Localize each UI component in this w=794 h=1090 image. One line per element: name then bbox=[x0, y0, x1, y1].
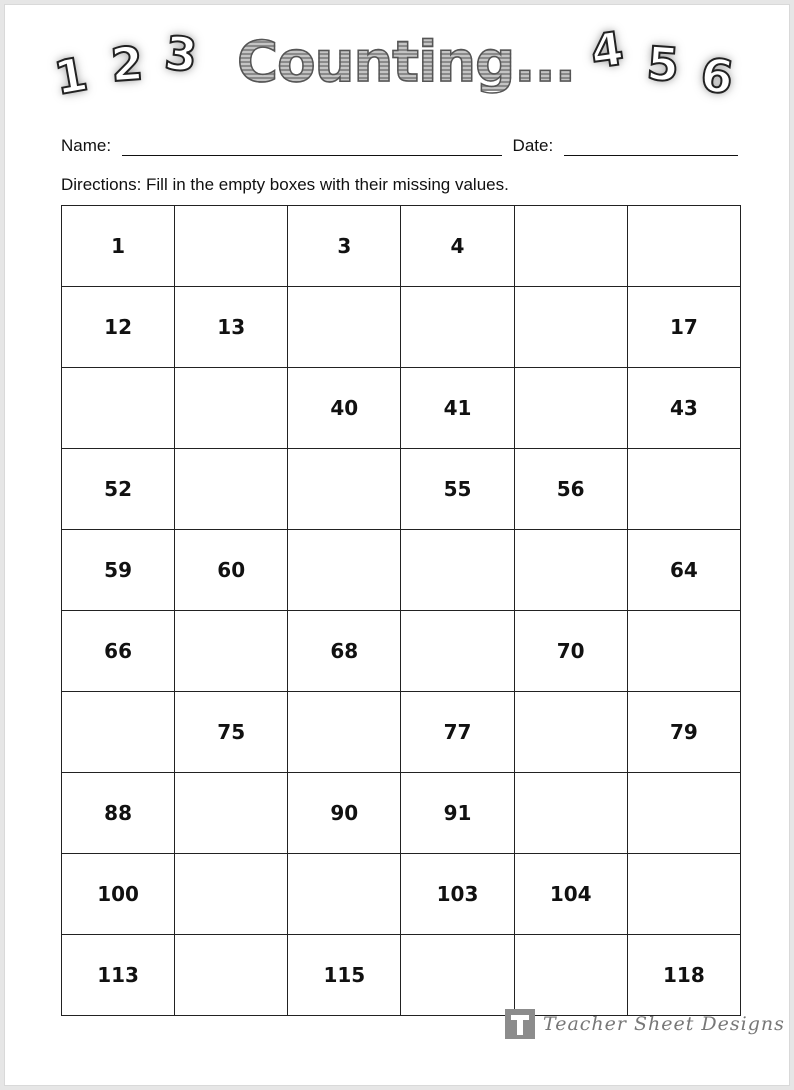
empty-cell[interactable] bbox=[175, 368, 288, 449]
empty-cell[interactable] bbox=[514, 692, 627, 773]
empty-cell[interactable] bbox=[401, 530, 514, 611]
directions-text: Directions: Fill in the empty boxes with their missing values. bbox=[61, 175, 509, 194]
grid-row bbox=[62, 935, 741, 1016]
empty-cell[interactable] bbox=[627, 449, 740, 530]
empty-cell[interactable] bbox=[288, 692, 401, 773]
number-cell: 43 bbox=[627, 368, 740, 449]
empty-cell[interactable] bbox=[288, 530, 401, 611]
number-cell: 41 bbox=[401, 368, 514, 449]
name-field[interactable] bbox=[122, 135, 502, 156]
empty-cell[interactable] bbox=[288, 287, 401, 368]
number-cell: 13 bbox=[175, 287, 288, 368]
decorative-digit-4: 4 bbox=[587, 21, 627, 79]
empty-cell[interactable] bbox=[514, 773, 627, 854]
name-label: Name: bbox=[61, 136, 112, 155]
number-cell: 59 bbox=[62, 530, 175, 611]
watermark bbox=[505, 1009, 785, 1039]
number-cell: 60 bbox=[175, 530, 288, 611]
number-cell: 103 bbox=[401, 854, 514, 935]
number-cell: 4 bbox=[401, 206, 514, 287]
number-cell: 17 bbox=[627, 287, 740, 368]
grid-row bbox=[62, 854, 741, 935]
number-cell: 68 bbox=[288, 611, 401, 692]
grid-row bbox=[62, 611, 741, 692]
number-cell: 64 bbox=[627, 530, 740, 611]
worksheet-page bbox=[4, 4, 790, 1086]
empty-cell[interactable] bbox=[627, 206, 740, 287]
empty-cell[interactable] bbox=[175, 935, 288, 1016]
decorative-digit-3: 3 bbox=[162, 25, 200, 83]
number-cell: 70 bbox=[514, 611, 627, 692]
decorative-digit-5: 5 bbox=[645, 35, 681, 93]
empty-cell[interactable] bbox=[62, 368, 175, 449]
number-cell: 55 bbox=[401, 449, 514, 530]
empty-cell[interactable] bbox=[175, 206, 288, 287]
date-field[interactable] bbox=[564, 135, 738, 156]
empty-cell[interactable] bbox=[175, 773, 288, 854]
decorative-digit-1: 1 bbox=[50, 46, 92, 106]
grid-row bbox=[62, 692, 741, 773]
grid-row bbox=[62, 773, 741, 854]
decorative-digit-6: 6 bbox=[697, 47, 737, 105]
number-cell: 104 bbox=[514, 854, 627, 935]
page-title: Counting... bbox=[237, 30, 576, 95]
empty-cell[interactable] bbox=[514, 935, 627, 1016]
grid-row bbox=[62, 368, 741, 449]
number-cell: 52 bbox=[62, 449, 175, 530]
number-cell: 77 bbox=[401, 692, 514, 773]
empty-cell[interactable] bbox=[514, 287, 627, 368]
number-cell: 66 bbox=[62, 611, 175, 692]
watermark-text: Teacher Sheet Designs bbox=[543, 1013, 785, 1035]
empty-cell[interactable] bbox=[627, 611, 740, 692]
empty-cell[interactable] bbox=[288, 854, 401, 935]
number-cell: 1 bbox=[62, 206, 175, 287]
empty-cell[interactable] bbox=[627, 854, 740, 935]
decorative-digit-2: 2 bbox=[109, 35, 145, 93]
name-date-row bbox=[61, 135, 741, 156]
empty-cell[interactable] bbox=[514, 368, 627, 449]
empty-cell[interactable] bbox=[175, 611, 288, 692]
number-cell: 12 bbox=[62, 287, 175, 368]
grid-row bbox=[62, 206, 741, 287]
grid-row bbox=[62, 287, 741, 368]
number-cell: 79 bbox=[627, 692, 740, 773]
number-cell: 40 bbox=[288, 368, 401, 449]
number-cell: 56 bbox=[514, 449, 627, 530]
empty-cell[interactable] bbox=[401, 287, 514, 368]
number-cell: 90 bbox=[288, 773, 401, 854]
number-cell: 75 bbox=[175, 692, 288, 773]
empty-cell[interactable] bbox=[514, 206, 627, 287]
counting-grid bbox=[61, 205, 741, 1016]
grid-row bbox=[62, 449, 741, 530]
empty-cell[interactable] bbox=[175, 854, 288, 935]
number-cell: 88 bbox=[62, 773, 175, 854]
number-cell: 115 bbox=[288, 935, 401, 1016]
empty-cell[interactable] bbox=[175, 449, 288, 530]
number-cell: 118 bbox=[627, 935, 740, 1016]
empty-cell[interactable] bbox=[288, 449, 401, 530]
empty-cell[interactable] bbox=[401, 935, 514, 1016]
number-cell: 91 bbox=[401, 773, 514, 854]
number-cell: 113 bbox=[62, 935, 175, 1016]
number-cell: 100 bbox=[62, 854, 175, 935]
grid-row bbox=[62, 530, 741, 611]
t-logo-icon bbox=[505, 1009, 535, 1039]
empty-cell[interactable] bbox=[627, 773, 740, 854]
empty-cell[interactable] bbox=[62, 692, 175, 773]
number-cell: 3 bbox=[288, 206, 401, 287]
empty-cell[interactable] bbox=[514, 530, 627, 611]
empty-cell[interactable] bbox=[401, 611, 514, 692]
date-label: Date: bbox=[512, 136, 554, 155]
